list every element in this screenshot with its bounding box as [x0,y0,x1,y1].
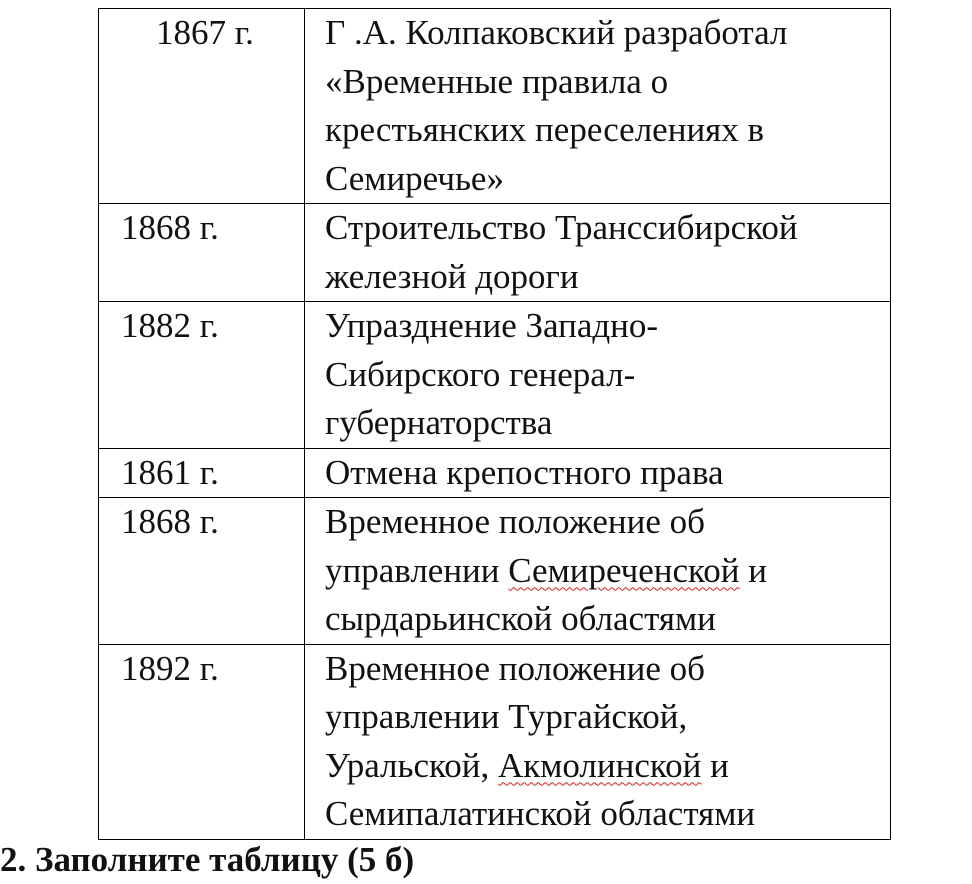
event-text-line: «Временные правила о [325,61,669,101]
event-text-line: Отмена крепостного права [325,452,724,492]
event-text-line: Семиречье» [325,158,504,198]
table-row [99,498,891,645]
event-text-line: крестьянских переселениях в [325,110,765,149]
next-section-heading: 2. Заполните таблицу (5 б) [0,840,415,879]
year-cell: 1868 г. [99,204,305,302]
year-cell: 1892 г. [99,644,305,839]
year-cell: 1867 г. [99,9,305,204]
event-text-line: сырдарьинской областями [325,599,716,638]
table-row [99,204,891,302]
event-text-line: Сибирского генерал- [325,354,636,394]
event-cell [305,302,891,449]
year-cell: 1868 г. [99,498,305,645]
spellcheck-underlined-word: Акмолинской [497,745,702,785]
event-text-line: управлении Семиреченской и [325,550,767,590]
table-row [99,644,891,839]
year-cell: 1882 г. [99,302,305,449]
event-text-line: Временное положение об [325,502,705,541]
table-row [99,302,891,449]
event-cell [305,498,891,645]
event-text-line: Строительство Транссибирской [325,208,798,247]
table-row [99,448,891,498]
event-text-line: Семипалатинской областями [325,794,756,833]
event-cell [305,9,891,204]
table-row [99,9,891,204]
event-cell [305,448,891,498]
event-text-line: железной дороги [325,256,579,296]
event-cell [305,644,891,839]
event-text-line: управлении Тургайской, [325,697,688,736]
event-text-line: Упразднение Западно- [325,306,659,345]
event-text-line: Временное положение об [325,648,705,688]
event-cell [305,204,891,302]
events-table [98,8,891,840]
event-text-line: губернаторства [325,403,553,442]
year-cell: 1861 г. [99,448,305,498]
event-text-line: Уральской, Акмолинской и [325,745,729,785]
spellcheck-underlined-word: Семиреченской [508,550,740,590]
event-text-line: Г .А. Колпаковский разработал [325,13,788,52]
